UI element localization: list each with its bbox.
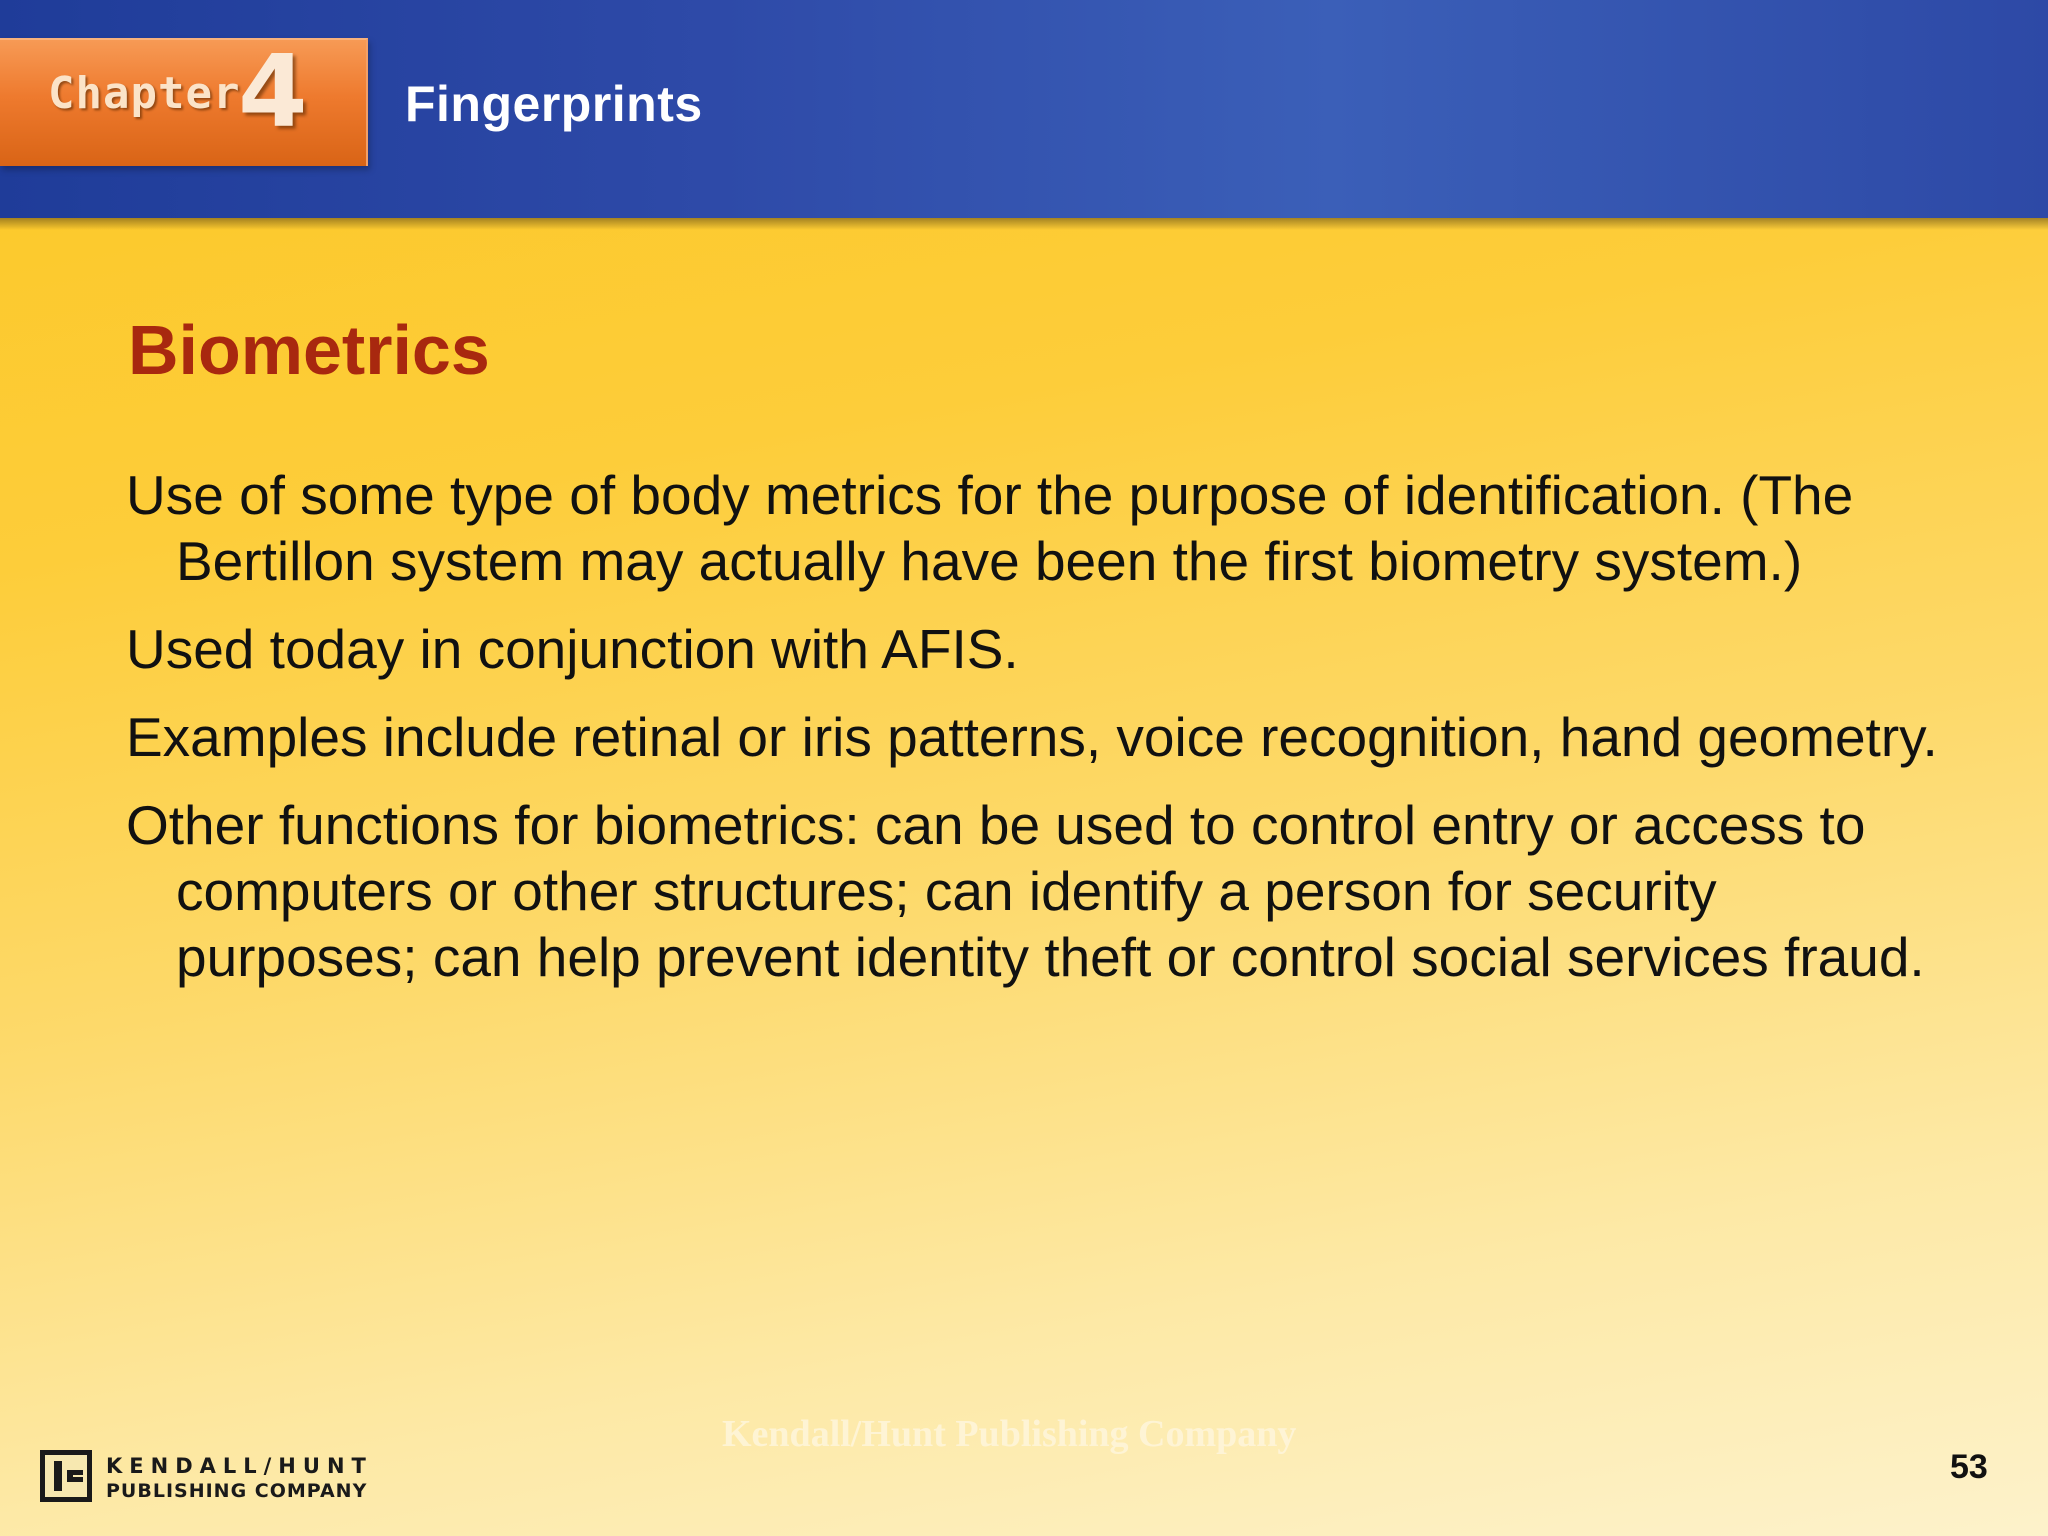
chapter-title: Fingerprints (405, 76, 703, 132)
slide-body (126, 462, 1956, 1012)
publisher-logo-icon (40, 1450, 92, 1502)
bullet-paragraph: Use of some type of body metrics for the purpose of identification. (The Bertillon system may actually have been the first biometry system.) (126, 464, 1854, 592)
chapter-tab (0, 33, 368, 166)
chapter-label: Chapter (48, 68, 241, 119)
bullet-paragraph: Other functions for biometrics: can be used to control entry or access to computers or other structures; can identify a person for security purposes; can help prevent identity theft or control social services fraud. (126, 794, 1925, 988)
publisher-watermark: Kendall/Hunt Publishing Company (722, 1413, 1297, 1455)
bullet-paragraph: Used today in conjunction with AFIS. (126, 618, 1019, 680)
logo-subtitle: PUBLISHING COMPANY (106, 1480, 368, 1502)
bullet-paragraph: Examples include retinal or iris patterns, voice recognition, hand geometry. (126, 706, 1938, 768)
chapter-number: 4 (238, 33, 308, 150)
header-divider (0, 218, 2048, 230)
logo-name: KENDALL/HUNT (106, 1454, 373, 1478)
page-number: 53 (1950, 1448, 1988, 1486)
slide-title: Biometrics (128, 311, 490, 389)
